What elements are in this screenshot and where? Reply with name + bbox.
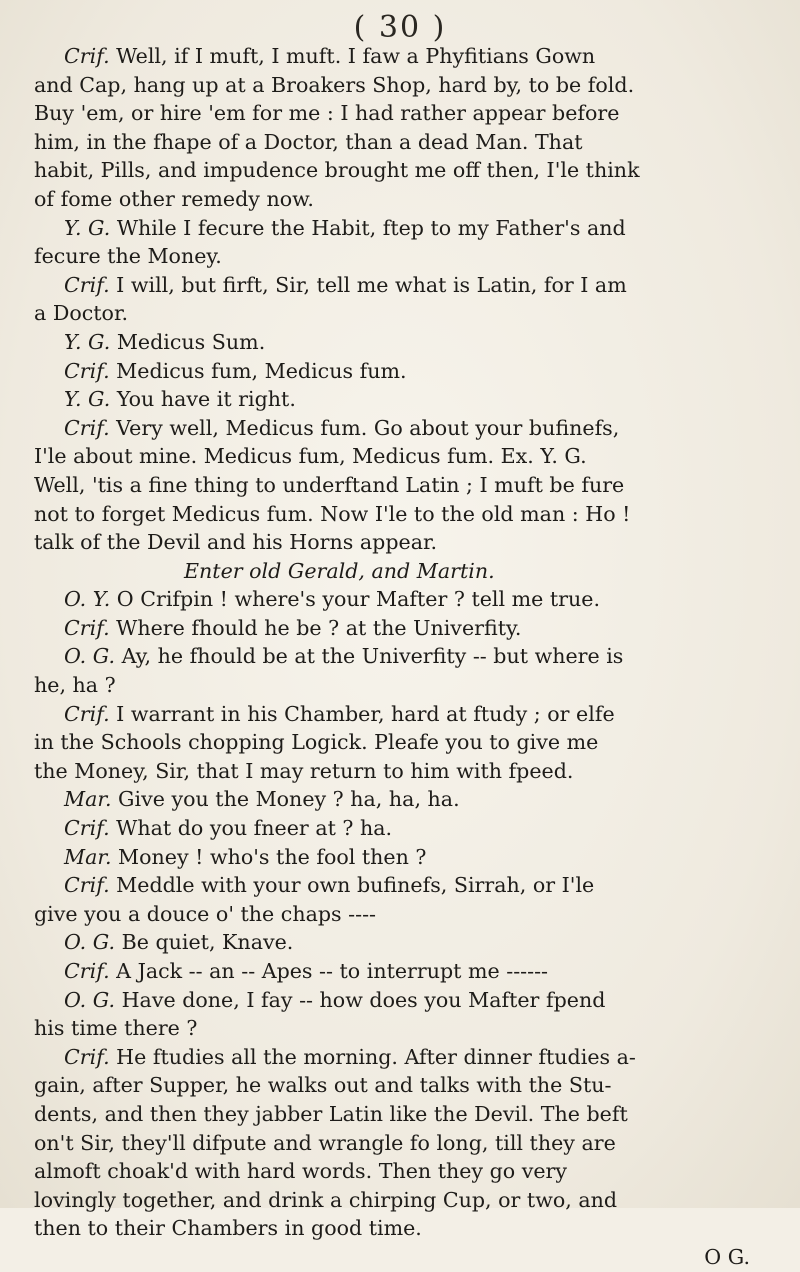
line-text: talk of the Devil and his Horns appear. <box>34 530 438 555</box>
line-text: O Crifpin ! where's your Mafter ? tell me true. <box>110 587 601 612</box>
text-line <box>34 42 770 71</box>
text-line <box>34 242 770 271</box>
text-line <box>34 700 770 729</box>
speaker-name: Crif. <box>64 959 110 983</box>
line-text: habit, Pills, and impudence brought me off then, I'le think <box>34 158 640 183</box>
text-line <box>34 442 770 471</box>
text-line <box>34 585 770 614</box>
text-line <box>34 156 770 185</box>
speaker-name: Crif. <box>64 44 110 68</box>
line-text: of fome other remedy now. <box>34 186 314 211</box>
catchword: O G. <box>704 1244 750 1269</box>
line-text: Money ! who's the fool then ? <box>111 844 427 869</box>
line-text: You have it right. <box>110 387 296 412</box>
line-text: Well, if I muft, I muft. I faw a Phyfitians Gown <box>109 44 596 68</box>
text-line <box>34 471 770 500</box>
play-text <box>34 42 770 1272</box>
text-line <box>34 385 770 414</box>
line-text: Meddle with your own bufinefs, Sirrah, or I'le <box>109 873 595 898</box>
text-line <box>34 1100 770 1129</box>
line-text: gain, after Supper, he walks out and talks with the Stu- <box>34 1073 612 1098</box>
text-line <box>34 185 770 214</box>
speaker-name: Y. G. <box>64 329 111 354</box>
text-line <box>34 1014 770 1043</box>
line-text: I will, but firft, Sir, tell me what is Latin, for I am <box>109 272 627 297</box>
line-text: Well, 'tis a fine thing to underftand Latin ; I muft be fure <box>34 472 625 497</box>
page-number: ( 30 ) <box>353 10 447 45</box>
text-line <box>34 986 770 1015</box>
text-line <box>34 71 770 100</box>
speaker-name: Crif. <box>64 1044 110 1069</box>
text-line <box>34 1214 770 1243</box>
speaker-name: Mar. <box>64 787 112 812</box>
speaker-name: Crif. <box>64 873 110 898</box>
text-line <box>34 128 770 157</box>
text-line <box>34 1043 770 1072</box>
text-line <box>34 642 770 671</box>
line-text: Have done, I fay -- how does you Mafter fpend <box>115 987 606 1012</box>
line-text: his time there ? <box>34 1016 198 1041</box>
line-text: While I fecure the Habit, ftep to my Father's and <box>110 215 626 240</box>
speaker-name: O. Y. <box>64 587 111 612</box>
text-line <box>34 871 770 900</box>
text-line <box>34 671 770 700</box>
line-text: on't Sir, they'll difpute and wrangle fo long, till they are <box>34 1130 616 1155</box>
line-text: Ay, he fhould be at the Univerfity -- but where is <box>115 644 624 669</box>
speaker-name: Mar. <box>64 844 112 869</box>
text-line <box>34 843 770 872</box>
text-line <box>34 1186 770 1215</box>
text-line <box>34 99 770 128</box>
text-line <box>34 1071 770 1100</box>
line-text: in the Schools chopping Logick. Pleafe you to give me <box>34 730 599 755</box>
speaker-name: Crif. <box>64 415 110 440</box>
text-line <box>34 1129 770 1158</box>
line-text: him, in the fhape of a Doctor, than a dead Man. That <box>34 129 583 154</box>
line-text: Very well, Medicus fum. Go about your bufinefs, <box>109 415 620 440</box>
speaker-name: Y. G. <box>64 215 111 240</box>
line-text: he, ha ? <box>34 673 116 698</box>
line-text: and Cap, hang up at a Broakers Shop, hard by, to be fold. <box>34 72 635 97</box>
line-text: the Money, Sir, that I may return to him with fpeed. <box>34 758 574 783</box>
speaker-name: Crif. <box>64 272 110 297</box>
speaker-name: Crif. <box>64 358 110 383</box>
text-line <box>34 500 770 529</box>
text-line <box>34 528 770 557</box>
text-line <box>34 757 770 786</box>
text-line <box>34 728 770 757</box>
line-text: What do you fneer at ? ha. <box>109 816 393 841</box>
speaker-name: O. G. <box>64 644 116 669</box>
text-line <box>34 414 770 443</box>
text-line <box>34 214 770 243</box>
text-line <box>34 957 770 986</box>
text-line <box>34 557 770 586</box>
line-text: Buy 'em, or hire 'em for me : I had rather appear before <box>34 101 620 126</box>
line-text: fecure the Money. <box>34 244 222 269</box>
speaker-name: Crif. <box>64 701 110 726</box>
text-line <box>34 299 770 328</box>
line-text: a Doctor. <box>34 301 129 326</box>
line-text: Enter old Gerald, and Martin. <box>184 558 495 583</box>
text-line <box>34 814 770 843</box>
speaker-name: Y. G. <box>64 387 111 412</box>
line-text: A Jack -- an -- Apes -- to interrupt me ------ <box>109 959 549 983</box>
speaker-name: O. G. <box>64 987 116 1012</box>
text-line <box>34 785 770 814</box>
line-text: not to forget Medicus fum. Now I'le to the old man : Ho ! <box>34 501 631 526</box>
text-line <box>34 357 770 386</box>
text-line <box>34 1157 770 1186</box>
text-line <box>34 614 770 643</box>
line-text: lovingly together, and drink a chirping Cup, or two, and <box>34 1187 618 1212</box>
line-text: dents, and then they jabber Latin like the Devil. The beft <box>34 1101 628 1126</box>
line-text: I warrant in his Chamber, hard at ftudy ; or elfe <box>109 701 615 726</box>
speaker-name: Crif. <box>64 816 110 841</box>
line-text: Give you the Money ? ha, ha, ha. <box>111 787 460 812</box>
text-line <box>34 271 770 300</box>
line-text: Be quiet, Knave. <box>115 930 294 955</box>
text-line <box>34 928 770 957</box>
speaker-name: Crif. <box>64 615 110 640</box>
text-line <box>34 900 770 929</box>
line-text: He ftudies all the morning. After dinner ftudies a- <box>109 1044 636 1069</box>
line-text: Medicus fum, Medicus fum. <box>109 358 407 383</box>
line-text: Where fhould he be ? at the Univerfity. <box>109 615 522 640</box>
line-text: then to their Chambers in good time. <box>34 1216 422 1241</box>
speaker-name: O. G. <box>64 930 116 955</box>
line-text: Medicus Sum. <box>110 329 266 354</box>
line-text: I'le about mine. Medicus fum, Medicus fum. Ex. Y. G. <box>34 444 587 469</box>
line-text: give you a douce o' the chaps ---- <box>34 901 376 926</box>
text-line <box>34 328 770 357</box>
line-text: almoft choak'd with hard words. Then they go very <box>34 1159 568 1184</box>
